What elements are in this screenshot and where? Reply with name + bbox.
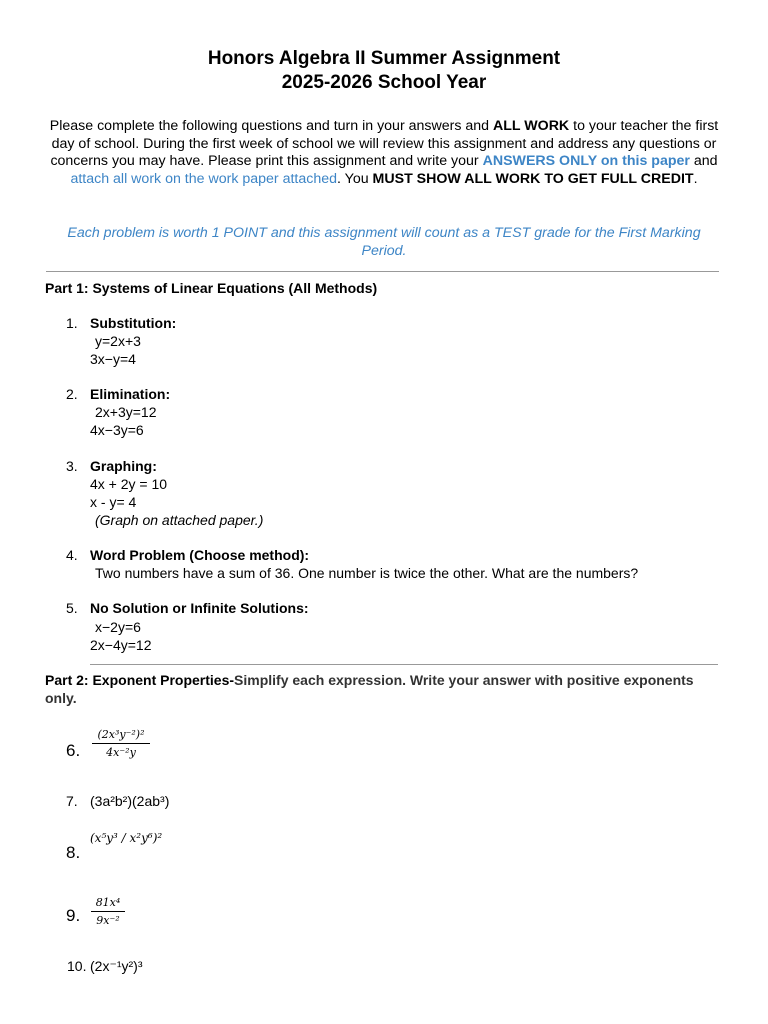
part2-heading — [45, 671, 705, 707]
problem-label: No Solution or Infinite Solutions: — [90, 600, 309, 616]
expression: (2x⁻¹y²)³ — [90, 958, 143, 974]
divider — [90, 664, 718, 665]
problem-number: 4. — [66, 547, 78, 563]
part1-heading: Part 1: Systems of Linear Equations (All Methods) — [45, 280, 378, 296]
expression: (x⁵y³ / x²y⁶)² — [90, 831, 163, 845]
equation: x−2y=6 — [95, 619, 141, 635]
problem-label: Word Problem (Choose method): — [90, 547, 310, 563]
intro-attach-work: attach all work on the work paper attached — [70, 170, 338, 187]
intro-answers-only: ANSWERS ONLY on this paper — [482, 153, 690, 170]
problem-number: 3. — [66, 458, 78, 474]
intro-text: . You — [337, 170, 373, 187]
intro-must-show-work: MUST SHOW ALL WORK TO GET FULL CREDIT — [372, 170, 694, 187]
fraction-expression — [92, 728, 150, 759]
equation: 3x−y=4 — [90, 351, 136, 367]
fraction-bar — [91, 911, 125, 912]
denominator: 9x⁻² — [96, 914, 120, 927]
fraction-bar — [92, 743, 150, 744]
problem-number: 9. — [66, 906, 81, 925]
equation: 4x + 2y = 10 — [90, 476, 168, 492]
numerator: (2x³y⁻²)² — [97, 728, 145, 741]
document-title: Honors Algebra II Summer Assignment — [207, 48, 561, 69]
instructions-paragraph — [46, 118, 722, 188]
equation: 2x+3y=12 — [95, 404, 157, 420]
expression: (3a²b²)(2ab³) — [90, 793, 170, 809]
problem-number: 8. — [66, 843, 81, 862]
equation: x - y= 4 — [90, 494, 137, 510]
problem-label: Graphing: — [90, 458, 157, 474]
graph-note: (Graph on attached paper.) — [95, 512, 264, 528]
equation: 4x−3y=6 — [90, 422, 144, 438]
fraction-expression — [91, 896, 125, 927]
intro-text: Please complete the following questions and turn in your answers and — [49, 118, 493, 134]
intro-bold-all-work: ALL WORK — [493, 118, 570, 134]
word-problem-text: Two numbers have a sum of 36. One number is twice the other. What are the numbers? — [95, 565, 639, 581]
part2-instructions: Simplify each expression. Write your answer with positive exponents only. — [45, 672, 694, 706]
problem-number: 1. — [66, 315, 78, 331]
problem-label: Elimination: — [90, 386, 171, 402]
denominator: 4x⁻²y — [106, 746, 136, 759]
problem-number: 10. — [67, 958, 87, 974]
document-subtitle: 2025-2026 School Year — [281, 72, 487, 93]
part2-title: Part 2: Exponent Properties- — [45, 672, 235, 688]
problem-label: Substitution: — [90, 315, 177, 331]
equation: 2x−4y=12 — [90, 637, 152, 653]
intro-text: to your teacher the first day of school. During the first week of school we will review this assignment and address any questions or concerns you may have. Please print this assignment and write your — [50, 118, 719, 170]
problem-number: 7. — [66, 793, 78, 809]
equation: y=2x+3 — [95, 333, 141, 349]
problem-number: 5. — [66, 600, 78, 616]
numerator: 81x⁴ — [95, 896, 121, 909]
problem-number: 6. — [66, 741, 81, 760]
intro-text: and — [689, 153, 718, 170]
problem-number: 2. — [66, 386, 78, 402]
grading-note: Each problem is worth 1 POINT and this assignment will count as a TEST grade for the First Marking Period. — [67, 225, 701, 259]
divider — [46, 271, 719, 272]
intro-text: . — [693, 170, 698, 187]
